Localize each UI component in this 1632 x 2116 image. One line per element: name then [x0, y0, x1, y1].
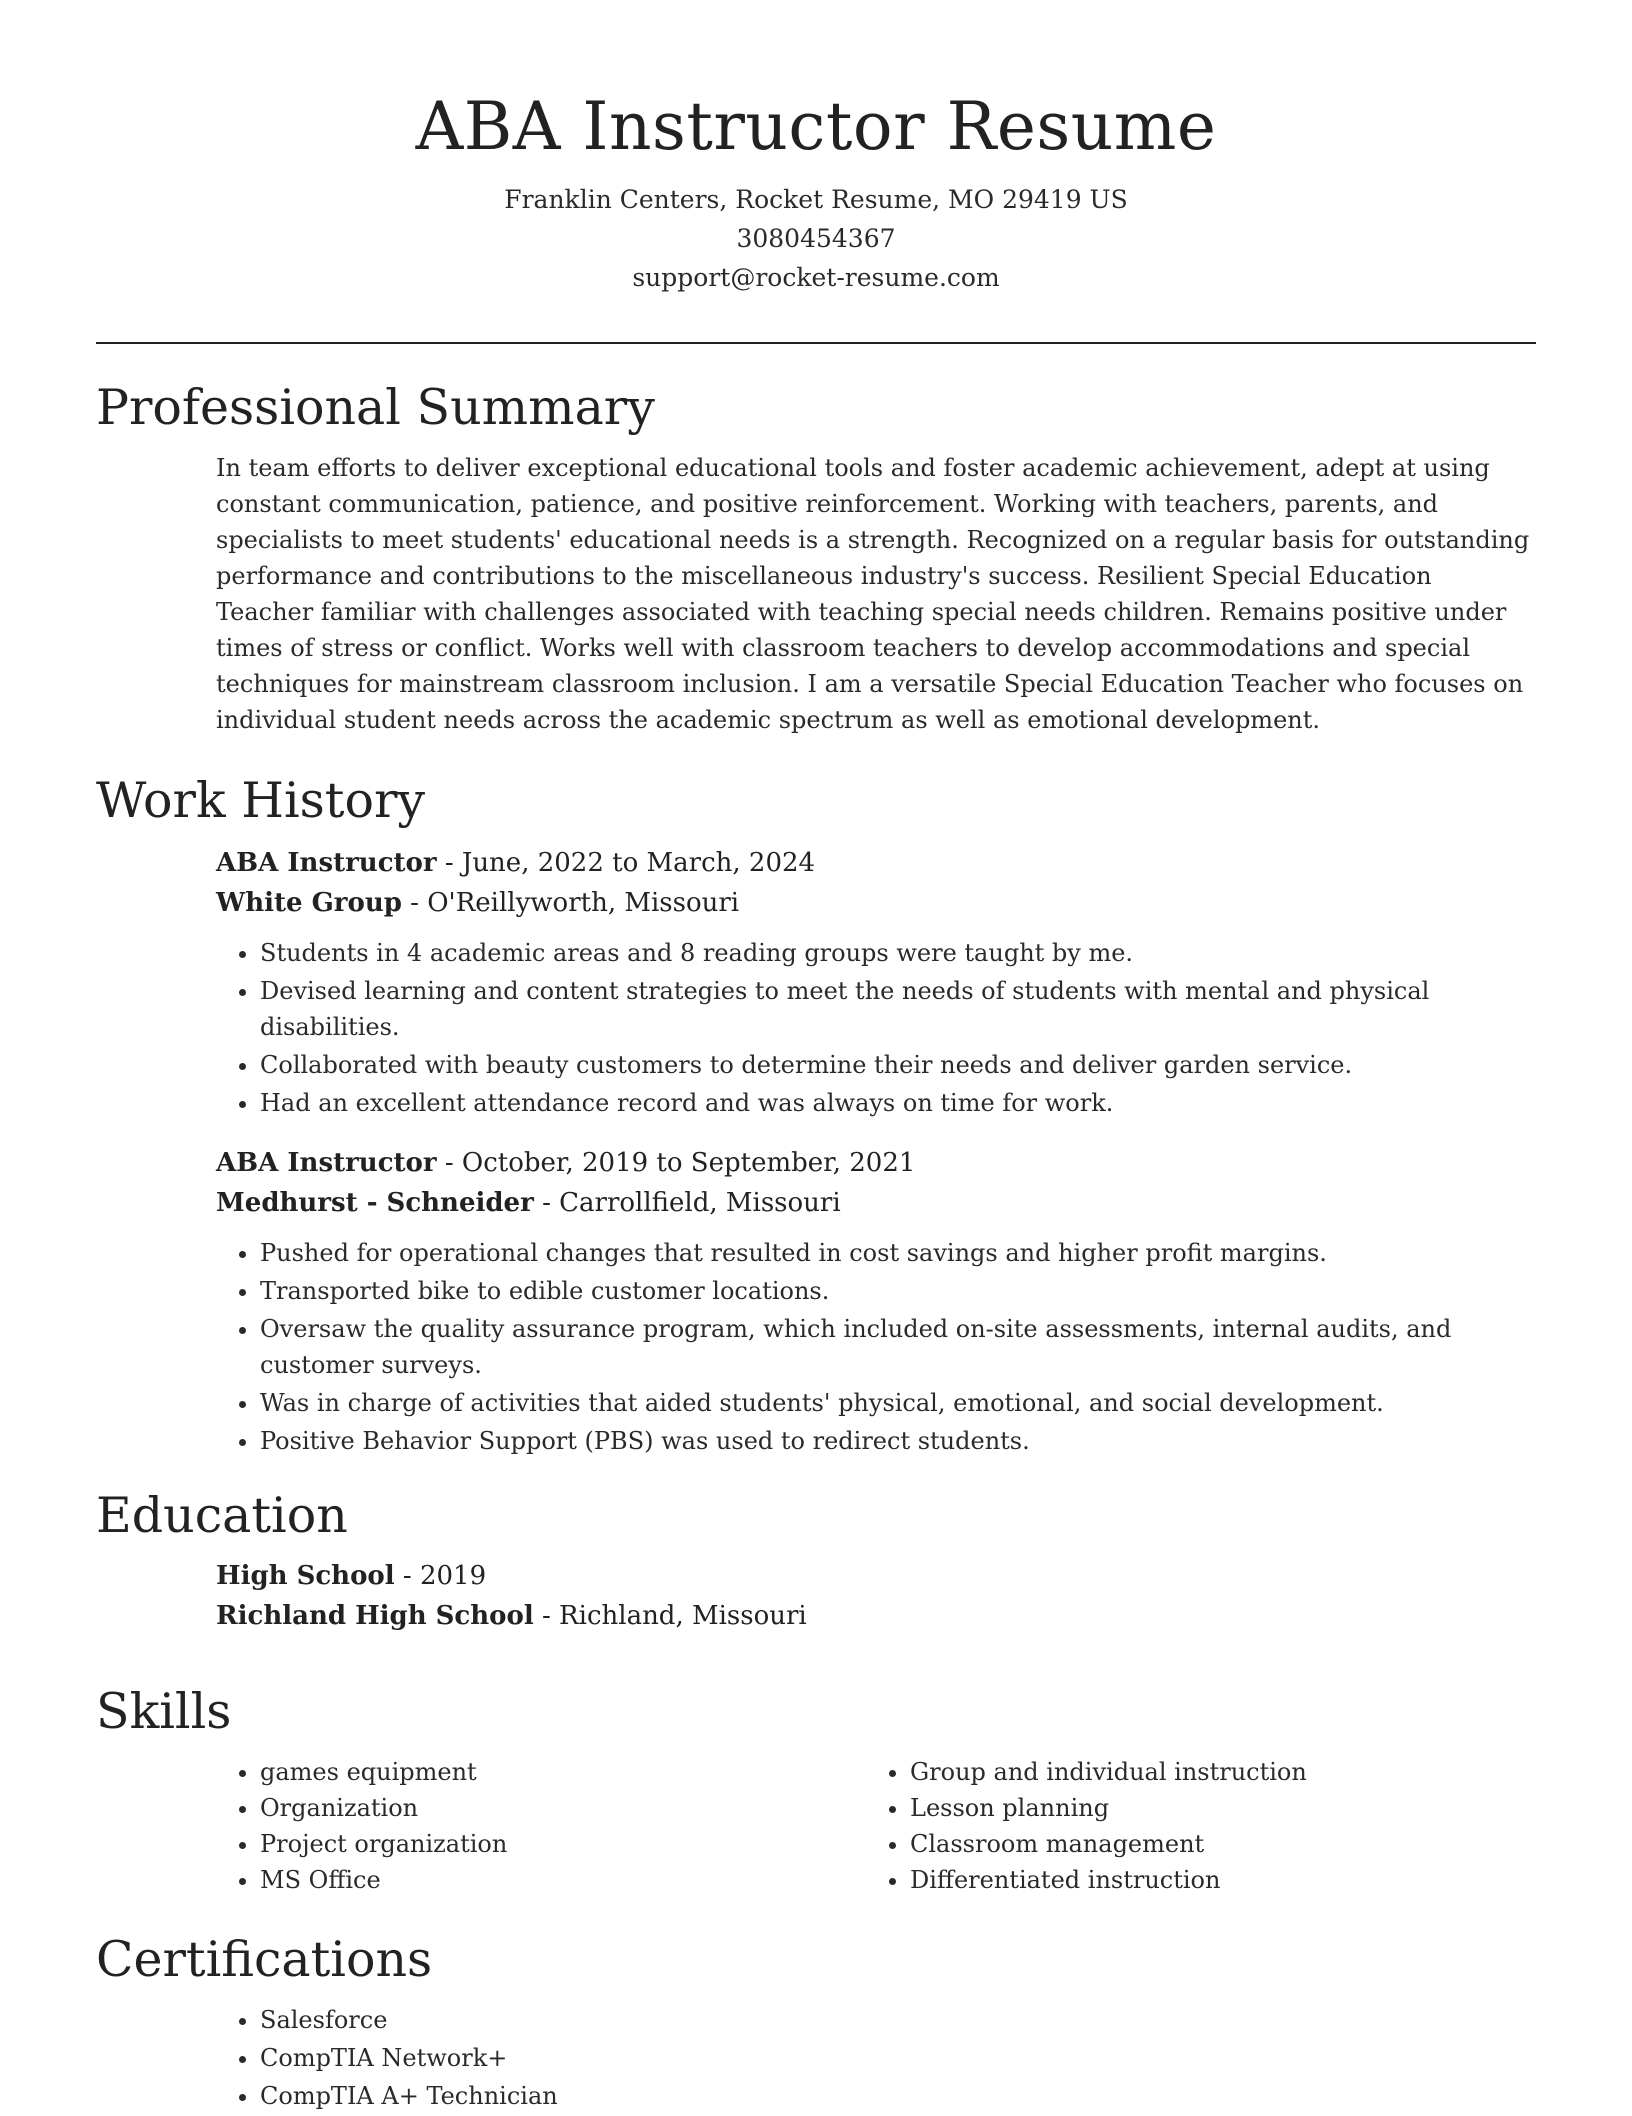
job-company: White Group	[216, 888, 402, 918]
list-item: • Classroom management	[910, 1826, 1516, 1862]
list-item: • Lesson planning	[910, 1790, 1516, 1826]
education-location: - Richland, Missouri	[533, 1601, 807, 1631]
address: Franklin Centers, Rocket Resume, MO 29419 US	[504, 185, 1128, 214]
summary-section	[96, 376, 1536, 738]
job-title-line	[216, 1143, 1536, 1183]
contact-block	[0, 180, 1632, 297]
job-title-line	[216, 843, 1536, 883]
skills-column-left	[216, 1754, 866, 1898]
certifications-heading: Certifications	[96, 1931, 433, 1988]
job-entry-1	[216, 843, 1536, 1121]
list-item: • Organization	[260, 1790, 866, 1826]
job-location: - Carrollfield, Missouri	[533, 1188, 841, 1218]
job-bullets	[216, 1235, 1536, 1459]
list-item: • Students in 4 academic areas and 8 reading groups were taught by me.	[260, 935, 1536, 971]
list-item: • CompTIA A+ Technician	[260, 2078, 1536, 2114]
job-entry-2	[216, 1143, 1536, 1459]
certifications-list	[216, 2002, 1536, 2114]
skills-list	[216, 1754, 866, 1898]
education-section	[96, 1484, 1536, 1636]
job-dates: - October, 2019 to September, 2021	[436, 1148, 916, 1178]
skills-section	[96, 1680, 1536, 1898]
education-degree: High School	[216, 1561, 395, 1591]
resume-header	[0, 0, 1632, 297]
list-item: • Transported bike to edible customer locations.	[260, 1273, 1536, 1309]
skills-heading: Skills	[96, 1683, 232, 1740]
skills-column-right	[866, 1754, 1516, 1898]
list-item: • Oversaw the quality assurance program, which included on-site assessments, internal audits, and customer surveys.	[260, 1311, 1536, 1383]
work-history-heading: Work History	[96, 772, 426, 829]
summary-text: In team efforts to deliver exceptional educational tools and foster academic achievement, adept at using constant communication, patience, and positive reinforcement. Working with teachers, parents, and specialists to meet students' educational needs is a strength. Recognized on a regular basis for outstanding performance and contributions to the miscellaneous industry's success. Resilient Special Education Teacher familiar with challenges associated with teaching special needs children. Remains positive under times of stress or conflict. Works well with classroom teachers to develop accommodations and special techniques for mainstream classroom inclusion. I am a versatile Special Education Teacher who focuses on individual student needs across the academic spectrum as well as emotional development.	[216, 454, 1530, 734]
job-role: ABA Instructor	[216, 1148, 437, 1178]
certifications-body	[216, 2002, 1536, 2114]
list-item: • games equipment	[260, 1754, 866, 1790]
list-item: • Positive Behavior Support (PBS) was used to redirect students.	[260, 1423, 1536, 1459]
summary-heading: Professional Summary	[96, 379, 655, 436]
list-item: • Devised learning and content strategies to meet the needs of students with mental and physical disabilities.	[260, 973, 1536, 1045]
list-item: • Group and individual instruction	[910, 1754, 1516, 1790]
job-location: - O'Reillyworth, Missouri	[401, 888, 740, 918]
list-item: • Project organization	[260, 1826, 866, 1862]
work-history-section	[96, 769, 1536, 1461]
job-company: Medhurst - Schneider	[216, 1188, 534, 1218]
skills-grid	[216, 1754, 1536, 1898]
education-school: Richland High School	[216, 1601, 534, 1631]
education-degree-line	[216, 1556, 1536, 1596]
email: support@rocket-resume.com	[632, 263, 1000, 292]
education-entry	[216, 1556, 1536, 1636]
header-divider	[96, 342, 1536, 344]
job-bullets	[216, 935, 1536, 1121]
list-item: • Had an excellent attendance record and was always on time for work.	[260, 1085, 1536, 1121]
job-company-line	[216, 883, 1536, 923]
list-item: • Was in charge of activities that aided students' physical, emotional, and social development.	[260, 1385, 1536, 1421]
job-dates: - June, 2022 to March, 2024	[436, 848, 816, 878]
education-year: - 2019	[394, 1561, 487, 1591]
list-item: • Differentiated instruction	[910, 1862, 1516, 1898]
certifications-section	[96, 1928, 1536, 2116]
skills-list	[866, 1754, 1516, 1898]
resume-title: ABA Instructor Resume	[415, 88, 1217, 165]
phone: 3080454367	[736, 224, 896, 253]
job-company-line	[216, 1183, 1536, 1223]
list-item: • MS Office	[260, 1862, 866, 1898]
list-item: • Collaborated with beauty customers to determine their needs and deliver garden service.	[260, 1047, 1536, 1083]
list-item: • Pushed for operational changes that resulted in cost savings and higher profit margins.	[260, 1235, 1536, 1271]
list-item: • Salesforce	[260, 2002, 1536, 2038]
job-role: ABA Instructor	[216, 848, 437, 878]
education-heading: Education	[96, 1487, 348, 1544]
list-item: • CompTIA Network+	[260, 2040, 1536, 2076]
education-school-line	[216, 1596, 1536, 1636]
